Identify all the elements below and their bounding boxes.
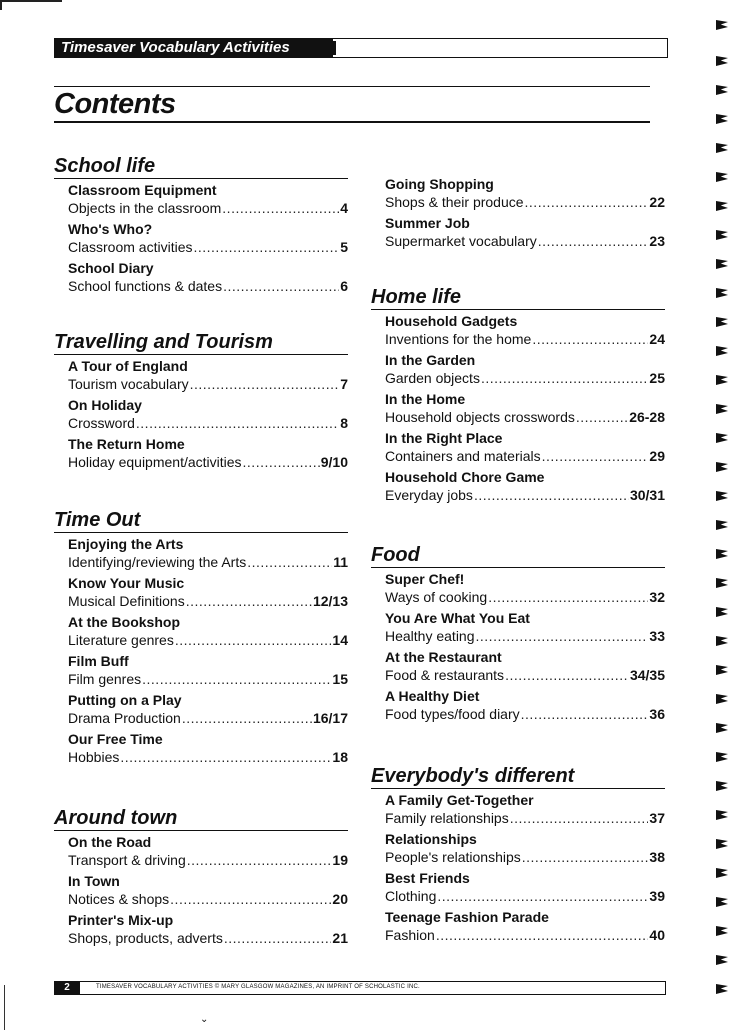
entry-desc: Transport & driving <box>68 852 186 868</box>
entry-desc: Food & restaurants <box>385 667 505 683</box>
entry-page: 20 <box>332 891 348 907</box>
entry-desc: Inventions for the home <box>385 331 532 347</box>
leader-dots <box>476 627 649 646</box>
entry-title: Film Buff <box>68 653 129 669</box>
scan-edge-line <box>0 0 2 10</box>
scan-mark-icon: ⌄ <box>200 1014 209 1025</box>
entry-page: 19 <box>332 852 348 868</box>
binding-hole-icon <box>716 20 728 30</box>
entry-page: 29 <box>649 448 665 464</box>
entry-desc: School functions & dates <box>68 278 223 294</box>
toc-entry[interactable] <box>385 214 665 251</box>
section-school-life <box>54 154 348 298</box>
toc-entry[interactable] <box>68 613 348 650</box>
binding-hole-icon <box>716 636 728 646</box>
entry-desc: Household objects crosswords <box>385 409 575 425</box>
section-travelling-and-tourism <box>54 330 348 474</box>
leader-dots <box>522 848 649 867</box>
entry-title: School Diary <box>68 260 154 276</box>
entry-title: Relationships <box>385 831 477 847</box>
title-top-rule <box>54 86 650 87</box>
entry-desc: Food types/food diary <box>385 706 520 722</box>
leader-dots <box>136 414 339 433</box>
entry-page: 14 <box>332 632 348 648</box>
toc-entry[interactable] <box>68 357 348 394</box>
toc-entry[interactable] <box>385 908 665 945</box>
section-shopping-continued <box>371 175 665 253</box>
entry-page: 24 <box>649 331 665 347</box>
leader-dots <box>505 666 629 685</box>
entry-page: 36 <box>649 706 665 722</box>
toc-entry[interactable] <box>385 175 665 212</box>
entry-desc: Film genres <box>68 671 142 687</box>
section-heading: School life <box>54 154 348 179</box>
leader-dots <box>182 709 312 728</box>
entry-title: Know Your Music <box>68 575 185 591</box>
entry-title: A Healthy Diet <box>385 688 480 704</box>
entry-page: 15 <box>332 671 348 687</box>
binding-hole-icon <box>716 230 728 240</box>
entry-title: Household Gadgets <box>385 313 518 329</box>
toc-entry[interactable] <box>68 872 348 909</box>
binding-hole-icon <box>716 868 728 878</box>
binding-hole-icon <box>716 665 728 675</box>
binding-hole-icon <box>716 491 728 501</box>
toc-entry[interactable] <box>68 730 348 767</box>
toc-entry[interactable] <box>385 468 665 505</box>
leader-dots <box>170 890 331 909</box>
section-everybodys-different <box>371 764 665 947</box>
entry-title: Super Chef! <box>385 571 465 587</box>
toc-entry[interactable] <box>385 351 665 388</box>
entry-desc: Drama Production <box>68 710 181 726</box>
entry-page: 8 <box>340 415 348 431</box>
leader-dots <box>525 193 649 212</box>
banner-cap <box>333 41 336 55</box>
leader-dots <box>437 887 648 906</box>
scan-edge-line <box>4 985 5 1030</box>
binding-hole-icon <box>716 172 728 182</box>
entry-title: Our Free Time <box>68 731 163 747</box>
entry-page: 16/17 <box>312 710 348 726</box>
leader-dots <box>436 926 649 945</box>
toc-entry[interactable] <box>385 791 665 828</box>
binding-hole-icon <box>716 520 728 530</box>
entry-page: 40 <box>649 927 665 943</box>
binding-hole-icon <box>716 56 728 66</box>
leader-dots <box>120 748 331 767</box>
entry-title: Teenage Fashion Parade <box>385 909 549 925</box>
binding-hole-icon <box>716 810 728 820</box>
binding-hole-icon <box>716 926 728 936</box>
entry-page: 6 <box>340 278 348 294</box>
entry-title: Printer's Mix-up <box>68 912 174 928</box>
leader-dots <box>223 277 339 296</box>
binding-hole-icon <box>716 781 728 791</box>
section-heading: Time Out <box>54 508 348 533</box>
toc-entry[interactable] <box>68 181 348 218</box>
binding-hole-icon <box>716 723 728 733</box>
section-heading: Everybody's different <box>371 764 665 789</box>
entry-desc: Family relationships <box>385 810 509 826</box>
entry-desc: Classroom activities <box>68 239 193 255</box>
entry-page: 5 <box>340 239 348 255</box>
entry-desc: Tourism vocabulary <box>68 376 189 392</box>
binding-hole-icon <box>716 317 728 327</box>
leader-dots <box>510 809 649 828</box>
scan-edge-line <box>0 0 62 2</box>
toc-entry[interactable] <box>385 570 665 607</box>
toc-entry[interactable] <box>385 312 665 349</box>
entry-desc: Everyday jobs <box>385 487 473 503</box>
binding-hole-icon <box>716 897 728 907</box>
binding-hole-icon <box>716 288 728 298</box>
entry-page: 39 <box>649 888 665 904</box>
entry-title: A Tour of England <box>68 358 188 374</box>
entry-title: In Town <box>68 873 120 889</box>
entry-page: 18 <box>332 749 348 765</box>
toc-entry[interactable] <box>68 833 348 870</box>
binding-hole-icon <box>716 578 728 588</box>
header-banner <box>54 38 668 58</box>
leader-dots <box>481 369 648 388</box>
binding-hole-icon <box>716 955 728 965</box>
toc-entry[interactable] <box>68 435 348 472</box>
entry-page: 33 <box>649 628 665 644</box>
toc-entry[interactable] <box>68 259 348 296</box>
entry-page: 7 <box>340 376 348 392</box>
leader-dots <box>175 631 332 650</box>
leader-dots <box>474 486 629 505</box>
toc-entry[interactable] <box>385 648 665 685</box>
entry-page: 25 <box>649 370 665 386</box>
entry-page: 23 <box>649 233 665 249</box>
binding-hole-icon <box>716 85 728 95</box>
binding-hole-icon <box>716 433 728 443</box>
leader-dots <box>186 592 312 611</box>
leader-dots <box>538 232 649 251</box>
page-title: Contents <box>54 88 176 120</box>
binding-hole-icon <box>716 984 728 994</box>
toc-entry[interactable] <box>68 574 348 611</box>
entry-desc: Clothing <box>385 888 437 904</box>
toc-entry[interactable] <box>385 429 665 466</box>
leader-dots <box>193 238 339 257</box>
leader-dots <box>521 705 649 724</box>
entry-page: 37 <box>649 810 665 826</box>
entry-desc: Objects in the classroom <box>68 200 222 216</box>
toc-entry[interactable] <box>68 535 348 572</box>
entry-desc: Healthy eating <box>385 628 475 644</box>
entry-desc: Notices & shops <box>68 891 170 907</box>
toc-entry[interactable] <box>385 609 665 646</box>
banner-title: Timesaver Vocabulary Activities <box>55 39 333 57</box>
leader-dots <box>488 588 648 607</box>
entry-title: In the Home <box>385 391 466 407</box>
entry-desc: People's relationships <box>385 849 521 865</box>
section-heading: Travelling and Tourism <box>54 330 348 355</box>
binding-hole-icon <box>716 752 728 762</box>
section-home-life <box>371 285 665 507</box>
leader-dots <box>187 851 332 870</box>
leader-dots <box>532 330 648 349</box>
binding-hole-icon <box>716 462 728 472</box>
section-heading: Home life <box>371 285 665 310</box>
entry-desc: Identifying/reviewing the Arts <box>68 554 247 570</box>
entry-title: On the Road <box>68 834 152 850</box>
entry-desc: Crossword <box>68 415 135 431</box>
binding-hole-icon <box>716 375 728 385</box>
entry-title: Summer Job <box>385 215 470 231</box>
entry-desc: Musical Definitions <box>68 593 185 609</box>
entry-title: Who's Who? <box>68 221 153 237</box>
binding-edge <box>712 20 736 1030</box>
binding-hole-icon <box>716 259 728 269</box>
entry-page: 9/10 <box>320 454 348 470</box>
entry-title: At the Restaurant <box>385 649 502 665</box>
entry-title: Classroom Equipment <box>68 182 217 198</box>
entry-page: 21 <box>332 930 348 946</box>
leader-dots <box>224 929 332 948</box>
leader-dots <box>142 670 331 689</box>
entry-desc: Shops & their produce <box>385 194 524 210</box>
toc-entry[interactable] <box>68 691 348 728</box>
toc-entry[interactable] <box>68 911 348 948</box>
entry-desc: Hobbies <box>68 749 120 765</box>
leader-dots <box>243 453 320 472</box>
toc-entry[interactable] <box>385 390 665 427</box>
entry-page: 12/13 <box>312 593 348 609</box>
section-food <box>371 543 665 726</box>
entry-page: 30/31 <box>629 487 665 503</box>
binding-hole-icon <box>716 201 728 211</box>
entry-desc: Ways of cooking <box>385 589 488 605</box>
entry-desc: Containers and materials <box>385 448 541 464</box>
footer-copyright: TIMESAVER VOCABULARY ACTIVITIES © MARY GLASGOW MAGAZINES, AN IMPRINT OF SCHOLASTIC INC. <box>96 984 420 990</box>
binding-hole-icon <box>716 143 728 153</box>
entry-desc: Supermarket vocabulary <box>385 233 537 249</box>
entry-title: Enjoying the Arts <box>68 536 184 552</box>
entry-page: 22 <box>649 194 665 210</box>
binding-hole-icon <box>716 694 728 704</box>
binding-hole-icon <box>716 549 728 559</box>
toc-entry[interactable] <box>385 687 665 724</box>
entry-title: At the Bookshop <box>68 614 180 630</box>
entry-title: The Return Home <box>68 436 185 452</box>
entry-desc: Holiday equipment/activities <box>68 454 242 470</box>
entry-page: 4 <box>340 200 348 216</box>
entry-title: In the Right Place <box>385 430 503 446</box>
toc-entry[interactable] <box>68 220 348 257</box>
section-heading: Around town <box>54 806 348 831</box>
section-time-out <box>54 508 348 769</box>
toc-entry[interactable] <box>68 396 348 433</box>
section-heading: Food <box>371 543 665 568</box>
entry-desc: Shops, products, adverts <box>68 930 223 946</box>
entry-title: Best Friends <box>385 870 470 886</box>
entry-title: Going Shopping <box>385 176 494 192</box>
leader-dots <box>222 199 339 218</box>
leader-dots <box>576 408 628 427</box>
leader-dots <box>542 447 649 466</box>
entry-title: A Family Get-Together <box>385 792 534 808</box>
binding-hole-icon <box>716 607 728 617</box>
entry-title: On Holiday <box>68 397 142 413</box>
binding-hole-icon <box>716 839 728 849</box>
toc-entry[interactable] <box>385 830 665 867</box>
entry-desc: Fashion <box>385 927 435 943</box>
entry-title: Putting on a Play <box>68 692 182 708</box>
entry-desc: Garden objects <box>385 370 480 386</box>
section-around-town <box>54 806 348 950</box>
title-rule <box>54 121 650 123</box>
entry-title: Household Chore Game <box>385 469 545 485</box>
leader-dots <box>247 553 332 572</box>
entry-title: You Are What You Eat <box>385 610 530 626</box>
footer-page-number: 2 <box>54 981 80 995</box>
toc-entry[interactable] <box>385 869 665 906</box>
binding-hole-icon <box>716 404 728 414</box>
toc-entry[interactable] <box>68 652 348 689</box>
entry-page: 32 <box>649 589 665 605</box>
entry-page: 11 <box>333 554 348 570</box>
binding-hole-icon <box>716 346 728 356</box>
entry-desc: Literature genres <box>68 632 174 648</box>
entry-page: 34/35 <box>629 667 665 683</box>
entry-title: In the Garden <box>385 352 476 368</box>
entry-page: 26-28 <box>629 409 665 425</box>
binding-hole-icon <box>716 114 728 124</box>
entry-page: 38 <box>649 849 665 865</box>
leader-dots <box>190 375 340 394</box>
